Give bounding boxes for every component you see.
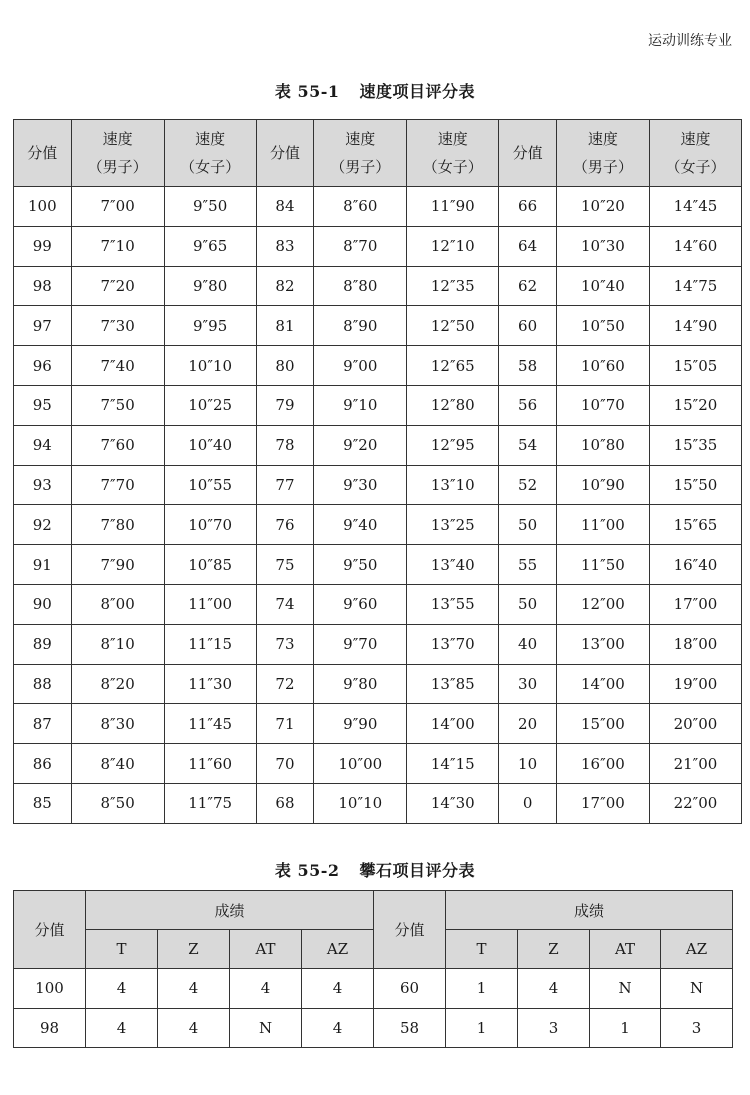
table-cell: 21″00	[649, 744, 741, 784]
table-cell: 81	[256, 306, 314, 346]
table-cell: 12″00	[556, 584, 649, 624]
table-cell: 79	[256, 385, 314, 425]
table-cell: 14″15	[407, 744, 499, 784]
table-cell: 100	[14, 187, 72, 227]
table-cell: 17″00	[556, 783, 649, 823]
table-cell: 7″80	[71, 505, 164, 545]
table-cell: 9″65	[164, 226, 256, 266]
table-cell: 10″10	[314, 783, 407, 823]
table-cell: 12″95	[407, 425, 499, 465]
table2-subheader: AT	[230, 930, 302, 969]
table1-header-line1: 速度	[195, 130, 226, 148]
table-cell: 13″00	[556, 624, 649, 664]
table-cell: 10″10	[164, 346, 256, 386]
table-cell: 98	[14, 266, 72, 306]
table-cell: 87	[14, 704, 72, 744]
table-cell: 10″70	[556, 385, 649, 425]
table-cell: 4	[86, 969, 158, 1009]
table2-result-header: 成绩	[86, 891, 374, 930]
table-cell: 1	[446, 969, 518, 1009]
table1-header-line1: 分值	[27, 144, 58, 162]
table-cell: 7″20	[71, 266, 164, 306]
climbing-score-table	[13, 890, 733, 1048]
table-cell: 16″00	[556, 744, 649, 784]
table-row	[14, 664, 742, 704]
table-cell: 22″00	[649, 783, 741, 823]
table-cell: 82	[256, 266, 314, 306]
table-cell: 4	[158, 969, 230, 1009]
speed-score-table	[13, 119, 742, 824]
table-cell: 73	[256, 624, 314, 664]
table1-header-line1: 速度	[345, 130, 376, 148]
table-cell: 7″90	[71, 545, 164, 585]
table-cell: 11″45	[164, 704, 256, 744]
table1-header-row	[14, 120, 742, 187]
table1-header-line2: （女子）	[180, 158, 241, 176]
table-cell: 8″10	[71, 624, 164, 664]
table1-header-line1: 速度	[102, 130, 133, 148]
table-cell: 9″90	[314, 704, 407, 744]
table-cell: 94	[14, 425, 72, 465]
table-cell: 9″80	[164, 266, 256, 306]
table-cell: 14″90	[649, 306, 741, 346]
table-row	[14, 187, 742, 227]
table-cell: 97	[14, 306, 72, 346]
table-cell: 8″30	[71, 704, 164, 744]
table-cell: 12″35	[407, 266, 499, 306]
table-cell: 4	[518, 969, 590, 1009]
table1-caption-title: 速度项目评分表	[359, 82, 476, 101]
table1-column-header	[14, 120, 72, 187]
table2-result-header: 成绩	[446, 891, 733, 930]
table-cell: 14″75	[649, 266, 741, 306]
table1-column-header	[314, 120, 407, 187]
table-cell: 10″90	[556, 465, 649, 505]
table-cell: 12″50	[407, 306, 499, 346]
table-cell: 77	[256, 465, 314, 505]
table-row	[14, 783, 742, 823]
table-row	[14, 306, 742, 346]
table1-column-header	[407, 120, 499, 187]
table2-score-header: 分值	[374, 891, 446, 969]
table-cell: 3	[518, 1008, 590, 1048]
table-cell: 56	[499, 385, 557, 425]
table1-column-header	[649, 120, 741, 187]
table-cell: 75	[256, 545, 314, 585]
table-cell: 62	[499, 266, 557, 306]
table-row	[14, 545, 742, 585]
table-cell: 3	[661, 1008, 733, 1048]
table-cell: 9″95	[164, 306, 256, 346]
table-cell: 10″55	[164, 465, 256, 505]
table-row	[14, 465, 742, 505]
table-cell: 88	[14, 664, 72, 704]
table-cell: 15″65	[649, 505, 741, 545]
table-row	[14, 505, 742, 545]
table-cell: 86	[14, 744, 72, 784]
table-cell: 14″00	[556, 664, 649, 704]
table-cell: 100	[14, 969, 86, 1009]
table-cell: 12″80	[407, 385, 499, 425]
table-cell: 60	[499, 306, 557, 346]
table2-subheader: AZ	[302, 930, 374, 969]
table-cell: 11″90	[407, 187, 499, 227]
table1-header-line1: 速度	[680, 130, 711, 148]
table-cell: 14″45	[649, 187, 741, 227]
table-cell: 90	[14, 584, 72, 624]
table-cell: 89	[14, 624, 72, 664]
table-row	[14, 1008, 733, 1048]
table-cell: 1	[446, 1008, 518, 1048]
table2-body	[14, 969, 733, 1048]
table-cell: 14″30	[407, 783, 499, 823]
table-cell: 12″10	[407, 226, 499, 266]
table-cell: 20″00	[649, 704, 741, 744]
table-cell: 64	[499, 226, 557, 266]
table1-header-line2: （女子）	[422, 158, 483, 176]
table-cell: 8″00	[71, 584, 164, 624]
table-cell: 9″10	[314, 385, 407, 425]
table1-header-line1: 速度	[437, 130, 468, 148]
table-cell: N	[230, 1008, 302, 1048]
table1-column-header	[499, 120, 557, 187]
table-cell: 15″00	[556, 704, 649, 744]
table-cell: 8″50	[71, 783, 164, 823]
table-cell: 11″15	[164, 624, 256, 664]
table2-header-row-1	[14, 891, 733, 930]
table-cell: 10″40	[556, 266, 649, 306]
table-cell: 0	[499, 783, 557, 823]
table-cell: 55	[499, 545, 557, 585]
table-cell: 13″25	[407, 505, 499, 545]
table-cell: 11″60	[164, 744, 256, 784]
table-cell: 9″00	[314, 346, 407, 386]
table-cell: 52	[499, 465, 557, 505]
table-cell: 15″05	[649, 346, 741, 386]
table-cell: 50	[499, 505, 557, 545]
table1-header-line2: （男子）	[572, 158, 633, 176]
table2-caption-number: 表 55-2	[274, 861, 340, 880]
table2-subheader: Z	[158, 930, 230, 969]
table-cell: 9″20	[314, 425, 407, 465]
table1-body	[14, 187, 742, 824]
table-cell: 10″20	[556, 187, 649, 227]
table1-header-line1: 速度	[587, 130, 618, 148]
table-cell: 9″40	[314, 505, 407, 545]
table-cell: 11″00	[556, 505, 649, 545]
table-cell: 7″30	[71, 306, 164, 346]
table-cell: 72	[256, 664, 314, 704]
table-cell: 13″55	[407, 584, 499, 624]
table-cell: 7″60	[71, 425, 164, 465]
table-cell: 96	[14, 346, 72, 386]
table-cell: 70	[256, 744, 314, 784]
table2-header-row-2	[14, 930, 733, 969]
table-cell: 14″00	[407, 704, 499, 744]
table2-subheader: Z	[518, 930, 590, 969]
table-cell: 8″80	[314, 266, 407, 306]
table-cell: 99	[14, 226, 72, 266]
table-cell: 10″85	[164, 545, 256, 585]
table-cell: 13″85	[407, 664, 499, 704]
table-row	[14, 425, 742, 465]
table-cell: 7″40	[71, 346, 164, 386]
table-cell: 10″70	[164, 505, 256, 545]
table-cell: 95	[14, 385, 72, 425]
table-cell: 4	[86, 1008, 158, 1048]
table-row	[14, 624, 742, 664]
table2-subheader: T	[446, 930, 518, 969]
table1-header-line2: （女子）	[665, 158, 726, 176]
table2-caption-title: 攀石项目评分表	[359, 861, 476, 880]
table-cell: 10″30	[556, 226, 649, 266]
table-cell: 84	[256, 187, 314, 227]
table-cell: 4	[230, 969, 302, 1009]
table-cell: 58	[374, 1008, 446, 1048]
table-cell: 30	[499, 664, 557, 704]
table-cell: 20	[499, 704, 557, 744]
table-cell: 11″30	[164, 664, 256, 704]
table-row	[14, 266, 742, 306]
table-cell: 18″00	[649, 624, 741, 664]
table-cell: 7″50	[71, 385, 164, 425]
table-cell: 4	[302, 969, 374, 1009]
table-cell: 1	[590, 1008, 661, 1048]
table-cell: 13″10	[407, 465, 499, 505]
table-cell: 4	[302, 1008, 374, 1048]
table-cell: 17″00	[649, 584, 741, 624]
table2-subheader: AZ	[661, 930, 733, 969]
table-cell: 19″00	[649, 664, 741, 704]
table-cell: 7″00	[71, 187, 164, 227]
table-cell: 9″50	[314, 545, 407, 585]
table-cell: 10″80	[556, 425, 649, 465]
table-cell: 15″20	[649, 385, 741, 425]
table-cell: 10″40	[164, 425, 256, 465]
table1-header-line1: 分值	[269, 144, 300, 162]
table-cell: 4	[158, 1008, 230, 1048]
table-cell: 9″60	[314, 584, 407, 624]
table-cell: 7″70	[71, 465, 164, 505]
table-cell: 8″40	[71, 744, 164, 784]
table-cell: 7″10	[71, 226, 164, 266]
table1-caption-number: 表 55-1	[274, 82, 340, 101]
table1-column-header	[256, 120, 314, 187]
table-cell: 54	[499, 425, 557, 465]
table-cell: 78	[256, 425, 314, 465]
table1-header-line1: 分值	[512, 144, 543, 162]
table-row	[14, 385, 742, 425]
table-cell: 91	[14, 545, 72, 585]
table-cell: 13″40	[407, 545, 499, 585]
table-cell: 13″70	[407, 624, 499, 664]
table1-column-header	[164, 120, 256, 187]
table-cell: 83	[256, 226, 314, 266]
table-cell: 10	[499, 744, 557, 784]
table2-subheader: AT	[590, 930, 661, 969]
table-cell: 14″60	[649, 226, 741, 266]
table2-subheader: T	[86, 930, 158, 969]
table-cell: N	[661, 969, 733, 1009]
table1-column-header	[556, 120, 649, 187]
table-cell: 10″60	[556, 346, 649, 386]
table-cell: 16″40	[649, 545, 741, 585]
table-cell: 15″35	[649, 425, 741, 465]
table-cell: 74	[256, 584, 314, 624]
table-cell: 76	[256, 505, 314, 545]
table-cell: 8″70	[314, 226, 407, 266]
table-cell: 93	[14, 465, 72, 505]
table-row	[14, 704, 742, 744]
table-cell: 71	[256, 704, 314, 744]
table-row	[14, 584, 742, 624]
table1-header-line2: （男子）	[87, 158, 148, 176]
table-cell: 60	[374, 969, 446, 1009]
table1-header-line2: （男子）	[330, 158, 391, 176]
table-cell: N	[590, 969, 661, 1009]
table-cell: 9″30	[314, 465, 407, 505]
table-cell: 9″50	[164, 187, 256, 227]
table-cell: 8″20	[71, 664, 164, 704]
page-header-tag: 运动训练专业	[648, 33, 732, 49]
table1-column-header	[71, 120, 164, 187]
table-cell: 85	[14, 783, 72, 823]
table-cell: 11″00	[164, 584, 256, 624]
table-cell: 10″50	[556, 306, 649, 346]
table-cell: 8″60	[314, 187, 407, 227]
table-cell: 15″50	[649, 465, 741, 505]
table-cell: 66	[499, 187, 557, 227]
table-cell: 12″65	[407, 346, 499, 386]
table-cell: 10″00	[314, 744, 407, 784]
table-row	[14, 744, 742, 784]
table-cell: 58	[499, 346, 557, 386]
table-cell: 40	[499, 624, 557, 664]
table-cell: 80	[256, 346, 314, 386]
table1-caption	[0, 79, 750, 102]
table-cell: 98	[14, 1008, 86, 1048]
table2-score-header: 分值	[14, 891, 86, 969]
table-cell: 92	[14, 505, 72, 545]
table-cell: 9″80	[314, 664, 407, 704]
table-cell: 8″90	[314, 306, 407, 346]
table-row	[14, 226, 742, 266]
table-cell: 68	[256, 783, 314, 823]
table-cell: 11″50	[556, 545, 649, 585]
table-cell: 11″75	[164, 783, 256, 823]
table-cell: 9″70	[314, 624, 407, 664]
table-cell: 50	[499, 584, 557, 624]
table-row	[14, 969, 733, 1009]
table2-caption	[0, 858, 750, 881]
table-row	[14, 346, 742, 386]
table-cell: 10″25	[164, 385, 256, 425]
